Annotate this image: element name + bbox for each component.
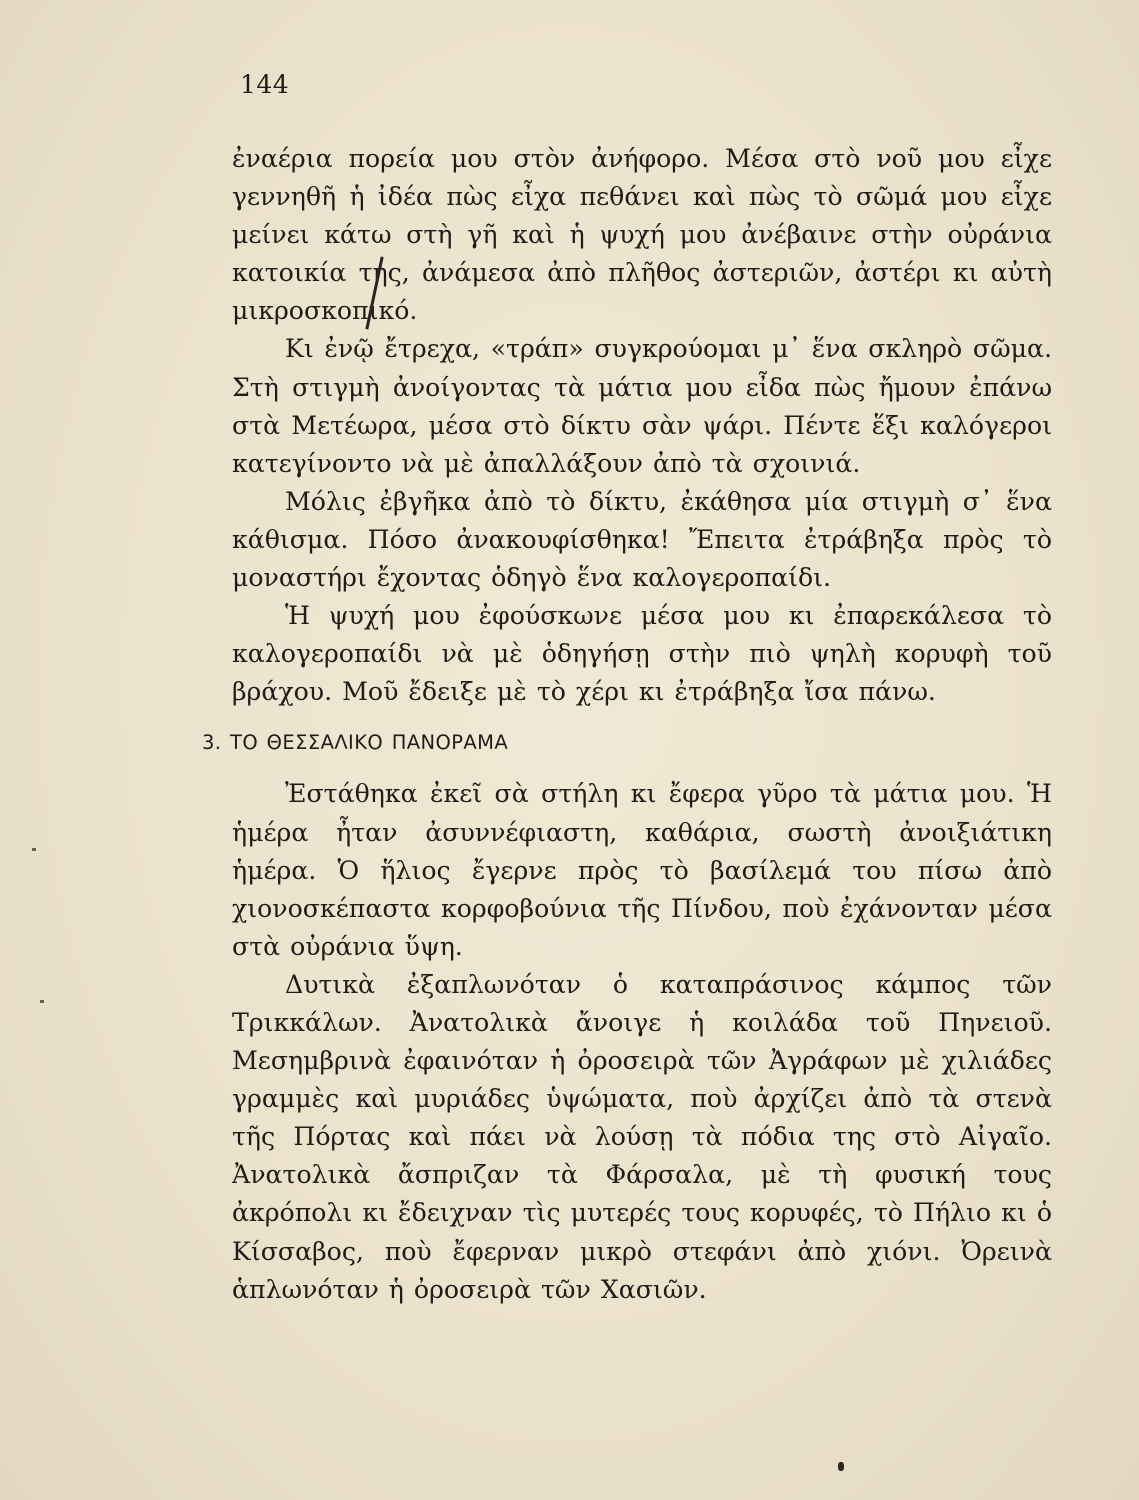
paragraph-1: ἐναέρια πορεία μου στὸν ἀνήφορο. Μέσα στὸ νοῦ μου εἶχε γεννηθῆ ἡ ἰδέα πὼς εἶχα πεθάνει καὶ πὼς τὸ σῶμά μου εἶχε μείνει κάτω στὴ γῆ καὶ ἡ ψυχή μου ἀνέβαινε στὴν οὐράνια κατοικία της, ἀνάμεσα ἀπὸ πλῆθος ἀστεριῶν, ἀστέρι κι αὐτὴ μικροσκοπικό. [232,144,1052,326]
section-heading: 3. ΤΟ ΘΕΣΣΑΛΙΚΟ ΠΑΝΟΡΑΜΑ [202,731,509,755]
margin-speck [40,1000,44,1003]
page-number: 144 [240,70,290,99]
ink-spot [838,1462,844,1471]
section-paragraph-2: Δυτικὰ ἐξαπλωνόταν ὁ καταπράσινος κάμπος τῶν Τρικκάλων. Ἀνατολικὰ ἄνοιγε ἡ κοιλάδα τοῦ Πηνειοῦ. Μεσημβρινὰ ἐφαινόταν ἡ ὀροσειρὰ τῶν Ἀγράφων μὲ χιλιάδες γραμμὲς καὶ μυριάδες ὑψώματα, ποὺ ἀρχίζει ἀπὸ τὰ στενὰ τῆς Πόρτας καὶ πάει νὰ λούσῃ τὰ πόδια της στὸ Αἰγαῖο. Ἀνατολικὰ ἄσπριζαν τὰ Φάρσαλα, μὲ τὴ φυσική τους ἀκρόπολι κι ἔδειχναν τὶς μυτερές τους κορυφές, τὸ Πήλιο κι ὁ Κίσσαβος, ποὺ ἔφερναν μικρὸ στεφάνι ἀπὸ χιόνι. Ὀρεινὰ ἁπλωνόταν ἡ ὀροσειρὰ τῶν Χασιῶν. [232,969,1052,1304]
section-paragraph-1: Ἐστάθηκα ἐκεῖ σὰ στήλη κι ἔφερα γῦρο τὰ μάτια μου. Ἡ ἡμέρα ἦταν ἀσυννέφιαστη, καθάρια, σωστὴ ἀνοιξιάτικη ἡμέρα. Ὁ ἥλιος ἔγερνε πρὸς τὸ βασίλεμά του πίσω ἀπὸ χιονοσκέπαστα κορφοβούνια τῆς Πίνδου, ποὺ ἐχάνονταν μέσα στὰ οὐράνια ὕψη. [232,779,1052,961]
paragraph-3: Μόλις ἐβγῆκα ἀπὸ τὸ δίκτυ, ἐκάθησα μία στιγμὴ σ᾽ ἕνα κάθισμα. Πόσο ἀνακουφίσθηκα! Ἔπειτα ἐτράβηξα πρὸς τὸ μοναστήρι ἔχοντας ὁδηγὸ ἕνα καλογεροπαίδι. [232,486,1052,593]
paragraph-2: Κι ἐνῷ ἔτρεχα, «τράπ» συγκρούομαι μ᾽ ἕνα σκληρὸ σῶμα. Στὴ στιγμὴ ἀνοίγοντας τὰ μάτια μου εἶδα πὼς ἤμουν ἐπάνω στὰ Μετέωρα, μέσα στὸ δίκτυ σὰν ψάρι. Πέντε ἕξι καλόγεροι κατεγίνοντο νὰ μὲ ἀπαλλάξουν ἀπὸ τὰ σχοινιά. [232,334,1052,478]
paragraph-4: Ἡ ψυχή μου ἐφούσκωνε μέσα μου κι ἐπαρεκάλεσα τὸ καλογεροπαίδι νὰ μὲ ὁδηγήσῃ στὴν πιὸ ψηλὴ κορυφὴ τοῦ βράχου. Μοῦ ἔδειξε μὲ τὸ χέρι κι ἐτράβηξα ἴσα πάνω. [232,601,1052,707]
body-text [202,140,1052,1309]
margin-speck [32,848,36,851]
